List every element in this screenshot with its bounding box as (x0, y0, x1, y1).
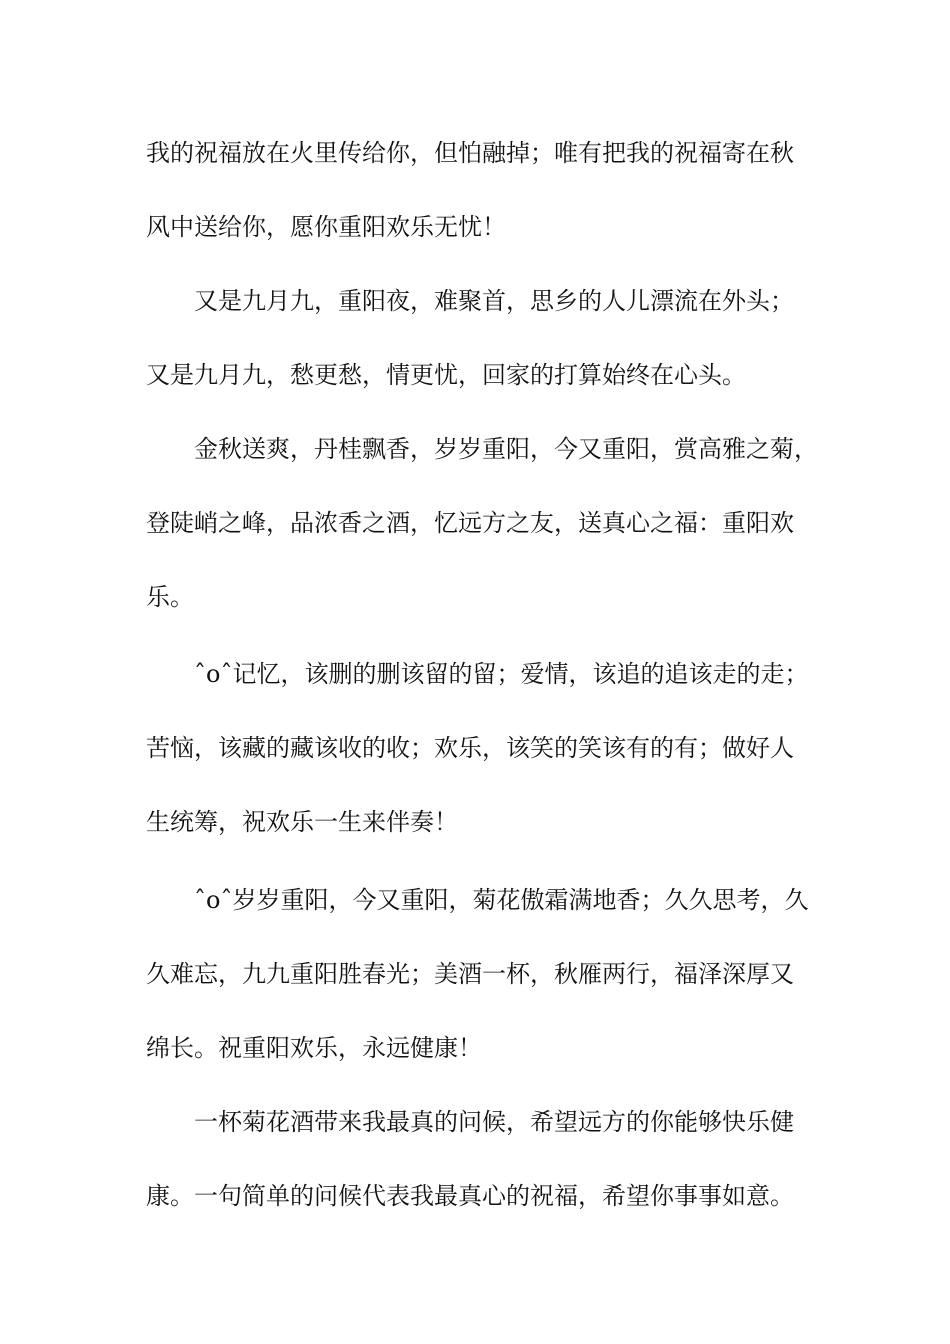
paragraph-first-line: ˆoˆ记忆，该删的删该留的留；爱情，该追的追该走的走； (194, 660, 809, 688)
paragraph-first-line: 一杯菊花酒带来我最真的问候，希望远方的你能够快乐健 (194, 1108, 794, 1136)
paragraph-first-line: 又是九月九，重阳夜，难聚首，思乡的人儿漂流在外头； (194, 287, 794, 315)
paragraph-first-line: ˆoˆ岁岁重阳，今又重阳，菊花傲霜满地香；久久思考，久 (194, 886, 809, 914)
text-line: 风中送给你，愿你重阳欢乐无忧！ (146, 213, 506, 241)
text-line: 登陡峭之峰，品浓香之酒，忆远方之友，送真心之福：重阳欢 (146, 509, 794, 537)
text-line: 生统筹，祝欢乐一生来伴奏！ (146, 808, 458, 836)
text-line: 我的祝福放在火里传给你，但怕融掉；唯有把我的祝福寄在秋 (146, 139, 794, 167)
text-line: 又是九月九，愁更愁，情更忧，回家的打算始终在心头。 (146, 361, 746, 389)
paragraph-first-line: 金秋送爽，丹桂飘香，岁岁重阳，今又重阳，赏高雅之菊， (194, 435, 818, 463)
text-line: 康。一句简单的问候代表我最真心的祝福，希望你事事如意。 (146, 1182, 794, 1210)
text-line: 绵长。祝重阳欢乐，永远健康！ (146, 1034, 482, 1062)
text-line: 乐。 (146, 583, 194, 611)
text-line: 苦恼，该藏的藏该收的收；欢乐，该笑的笑该有的有；做好人 (146, 734, 794, 762)
text-line: 久难忘，九九重阳胜春光；美酒一杯，秋雁两行，福泽深厚又 (146, 960, 794, 988)
